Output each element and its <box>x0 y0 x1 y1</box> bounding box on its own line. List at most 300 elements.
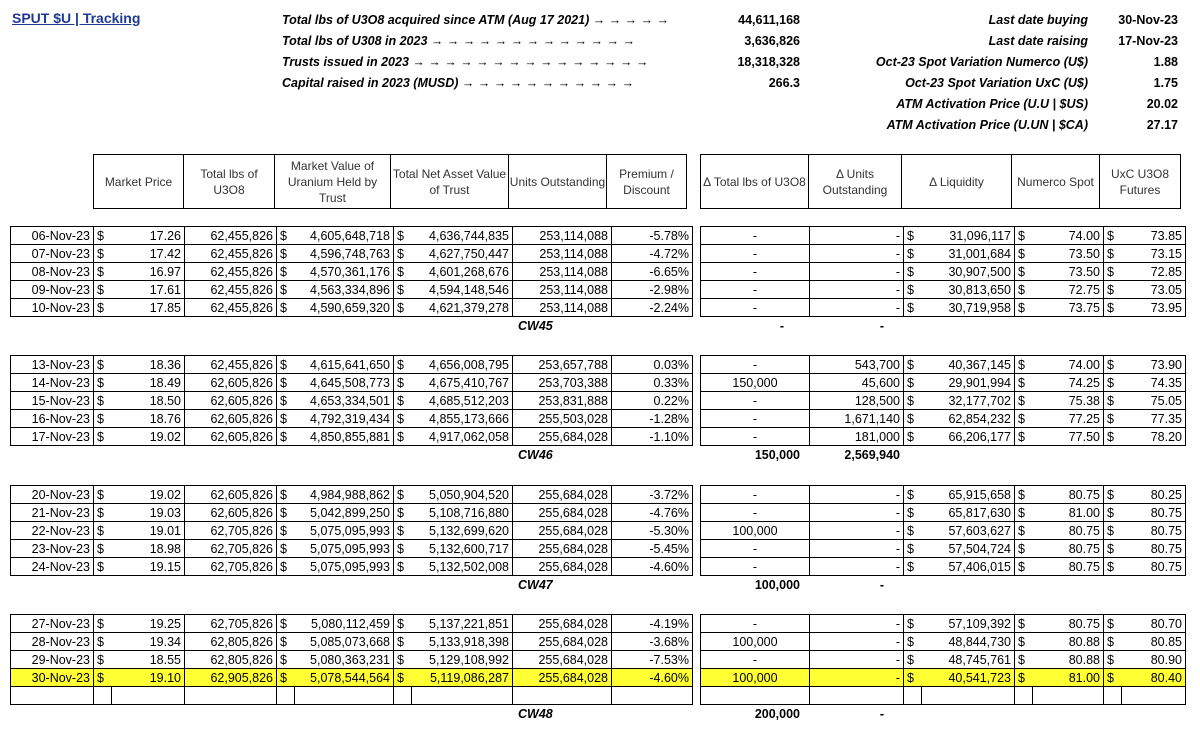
delta-lbs-cell[interactable]: 100,000 <box>701 522 810 540</box>
table-row[interactable] <box>11 227 693 245</box>
market-price-cell[interactable]: 18.36 <box>112 356 185 374</box>
delta-lbs-cell[interactable]: - <box>701 428 810 446</box>
delta-liquidity-cell[interactable]: 32,177,702 <box>922 392 1015 410</box>
uxc-cell[interactable]: 80.85 <box>1122 633 1186 651</box>
empty-cell[interactable] <box>1033 687 1104 705</box>
table-row[interactable] <box>701 504 1186 522</box>
table-row[interactable] <box>11 374 693 392</box>
market-value-cell[interactable]: 4,653,334,501 <box>295 392 394 410</box>
delta-liquidity-cell[interactable]: 66,206,177 <box>922 428 1015 446</box>
delta-units-cell[interactable]: - <box>810 669 904 687</box>
nav-cell[interactable]: 5,137,221,851 <box>412 615 513 633</box>
units-cell[interactable]: 255,503,028 <box>513 410 612 428</box>
table-row[interactable] <box>11 245 693 263</box>
uxc-cell[interactable]: 80.90 <box>1122 651 1186 669</box>
table-row[interactable] <box>701 428 1186 446</box>
date-cell[interactable]: 17-Nov-23 <box>11 428 94 446</box>
total-lbs-cell[interactable]: 62,605,826 <box>185 428 277 446</box>
delta-liquidity-cell[interactable]: 29,901,994 <box>922 374 1015 392</box>
empty-cell[interactable] <box>612 687 693 705</box>
dollar-sign: $ <box>277 522 295 540</box>
units-cell[interactable]: 253,114,088 <box>513 281 612 299</box>
market-value-cell[interactable]: 5,080,112,459 <box>295 615 394 633</box>
table-row[interactable] <box>701 410 1186 428</box>
units-cell[interactable]: 253,114,088 <box>513 245 612 263</box>
market-price-cell[interactable]: 18.98 <box>112 540 185 558</box>
delta-lbs-cell[interactable]: - <box>701 615 810 633</box>
delta-liquidity-cell[interactable]: 30,719,958 <box>922 299 1015 317</box>
premium-cell[interactable]: -5.30% <box>612 522 693 540</box>
date-cell[interactable]: 30-Nov-23 <box>11 669 94 687</box>
delta-lbs-cell[interactable]: - <box>701 245 810 263</box>
total-lbs-cell[interactable]: 62,455,826 <box>185 299 277 317</box>
premium-cell[interactable]: -3.68% <box>612 633 693 651</box>
date-cell[interactable]: 09-Nov-23 <box>11 281 94 299</box>
delta-units-cell[interactable]: 543,700 <box>810 356 904 374</box>
uxc-cell[interactable]: 73.85 <box>1122 227 1186 245</box>
premium-cell[interactable]: -4.72% <box>612 245 693 263</box>
delta-units-cell[interactable]: - <box>810 615 904 633</box>
delta-liquidity-cell[interactable]: 65,817,630 <box>922 504 1015 522</box>
numerco-cell[interactable]: 80.75 <box>1033 522 1104 540</box>
delta-lbs-cell[interactable]: - <box>701 356 810 374</box>
market-value-cell[interactable]: 5,075,095,993 <box>295 558 394 576</box>
delta-lbs-cell[interactable]: - <box>701 227 810 245</box>
units-cell[interactable]: 255,684,028 <box>513 615 612 633</box>
delta-units-cell[interactable]: - <box>810 558 904 576</box>
market-price-cell[interactable]: 19.25 <box>112 615 185 633</box>
date-cell[interactable]: 14-Nov-23 <box>11 374 94 392</box>
empty-cell[interactable] <box>1122 687 1186 705</box>
market-price-cell[interactable]: 17.85 <box>112 299 185 317</box>
premium-cell[interactable]: -4.76% <box>612 504 693 522</box>
empty-cell[interactable] <box>11 687 94 705</box>
uxc-cell[interactable]: 77.35 <box>1122 410 1186 428</box>
market-price-cell[interactable]: 19.03 <box>112 504 185 522</box>
units-cell[interactable]: 255,684,028 <box>513 504 612 522</box>
table-row[interactable] <box>701 281 1186 299</box>
summary-value: 18,318,328 <box>737 55 800 69</box>
dollar-sign: $ <box>1104 615 1122 633</box>
delta-liquidity-cell[interactable]: 30,907,500 <box>922 263 1015 281</box>
delta-units-cell[interactable]: - <box>810 299 904 317</box>
empty-cell[interactable] <box>701 687 810 705</box>
premium-cell[interactable]: -3.72% <box>612 486 693 504</box>
premium-cell[interactable]: -2.98% <box>612 281 693 299</box>
market-value-cell[interactable]: 4,596,748,763 <box>295 245 394 263</box>
nav-cell[interactable]: 4,627,750,447 <box>412 245 513 263</box>
market-price-cell[interactable]: 17.26 <box>112 227 185 245</box>
premium-cell[interactable]: -1.10% <box>612 428 693 446</box>
nav-cell[interactable]: 4,601,268,676 <box>412 263 513 281</box>
table-row[interactable] <box>11 687 693 705</box>
units-cell[interactable]: 255,684,028 <box>513 633 612 651</box>
total-lbs-cell[interactable]: 62,605,826 <box>185 410 277 428</box>
delta-lbs-cell[interactable]: - <box>701 486 810 504</box>
delta-lbs-cell[interactable]: - <box>701 540 810 558</box>
delta-liquidity-cell[interactable]: 65,915,658 <box>922 486 1015 504</box>
table-row[interactable] <box>11 486 693 504</box>
delta-units-cell[interactable]: - <box>810 522 904 540</box>
empty-cell[interactable] <box>922 687 1015 705</box>
uxc-cell[interactable]: 80.75 <box>1122 558 1186 576</box>
dollar-sign: $ <box>277 392 295 410</box>
table-row[interactable] <box>11 392 693 410</box>
date-cell[interactable]: 21-Nov-23 <box>11 504 94 522</box>
delta-units-cell[interactable]: - <box>810 540 904 558</box>
date-cell[interactable]: 22-Nov-23 <box>11 522 94 540</box>
nav-cell[interactable]: 5,108,716,880 <box>412 504 513 522</box>
units-cell[interactable]: 255,684,028 <box>513 540 612 558</box>
dollar-sign: $ <box>94 558 112 576</box>
delta-liquidity-cell[interactable]: 48,745,761 <box>922 651 1015 669</box>
delta-lbs-cell[interactable]: - <box>701 558 810 576</box>
numerco-cell[interactable]: 73.50 <box>1033 245 1104 263</box>
market-value-cell[interactable]: 4,792,319,434 <box>295 410 394 428</box>
units-cell[interactable]: 255,684,028 <box>513 651 612 669</box>
delta-liquidity-cell[interactable]: 57,109,392 <box>922 615 1015 633</box>
uxc-cell[interactable]: 80.75 <box>1122 540 1186 558</box>
total-lbs-cell[interactable]: 62,455,826 <box>185 281 277 299</box>
table-row[interactable] <box>11 522 693 540</box>
table-row[interactable] <box>701 669 1186 687</box>
empty-cell[interactable] <box>277 687 295 705</box>
delta-units-cell[interactable]: - <box>810 486 904 504</box>
empty-cell[interactable] <box>412 687 513 705</box>
numerco-cell[interactable]: 80.88 <box>1033 633 1104 651</box>
delta-units-cell[interactable]: - <box>810 504 904 522</box>
delta-lbs-cell[interactable]: - <box>701 263 810 281</box>
empty-cell[interactable] <box>513 687 612 705</box>
market-price-cell[interactable]: 18.55 <box>112 651 185 669</box>
table-row[interactable] <box>701 558 1186 576</box>
total-lbs-cell[interactable]: 62,455,826 <box>185 263 277 281</box>
delta-units-cell[interactable]: 181,000 <box>810 428 904 446</box>
table-row[interactable] <box>11 428 693 446</box>
market-value-cell[interactable]: 4,563,334,896 <box>295 281 394 299</box>
delta-lbs-cell[interactable]: - <box>701 299 810 317</box>
uxc-cell[interactable]: 72.85 <box>1122 263 1186 281</box>
market-value-cell[interactable]: 5,075,095,993 <box>295 522 394 540</box>
units-cell[interactable]: 253,114,088 <box>513 227 612 245</box>
empty-cell[interactable] <box>94 687 112 705</box>
total-lbs-cell[interactable]: 62,805,826 <box>185 651 277 669</box>
market-price-cell[interactable]: 18.50 <box>112 392 185 410</box>
nav-cell[interactable]: 4,636,744,835 <box>412 227 513 245</box>
nav-cell[interactable]: 5,050,904,520 <box>412 486 513 504</box>
market-value-cell[interactable]: 4,590,659,320 <box>295 299 394 317</box>
delta-lbs-cell[interactable]: - <box>701 392 810 410</box>
table-row[interactable] <box>11 615 693 633</box>
delta-liquidity-cell[interactable]: 57,504,724 <box>922 540 1015 558</box>
delta-lbs-cell[interactable]: - <box>701 281 810 299</box>
delta-units-cell[interactable]: 128,500 <box>810 392 904 410</box>
premium-cell[interactable]: -4.19% <box>612 615 693 633</box>
delta-liquidity-cell[interactable]: 48,844,730 <box>922 633 1015 651</box>
premium-cell[interactable]: 0.33% <box>612 374 693 392</box>
premium-cell[interactable]: 0.03% <box>612 356 693 374</box>
units-cell[interactable]: 255,684,028 <box>513 428 612 446</box>
total-lbs-cell[interactable]: 62,605,826 <box>185 374 277 392</box>
delta-units-cell[interactable]: 1,671,140 <box>810 410 904 428</box>
market-price-cell[interactable]: 19.34 <box>112 633 185 651</box>
uxc-cell[interactable]: 75.05 <box>1122 392 1186 410</box>
market-value-cell[interactable]: 4,570,361,176 <box>295 263 394 281</box>
table-row[interactable] <box>11 651 693 669</box>
uxc-cell[interactable]: 78.20 <box>1122 428 1186 446</box>
delta-units-cell[interactable]: 45,600 <box>810 374 904 392</box>
total-lbs-cell[interactable]: 62,605,826 <box>185 486 277 504</box>
delta-lbs-cell[interactable]: - <box>701 651 810 669</box>
nav-cell[interactable]: 4,656,008,795 <box>412 356 513 374</box>
nav-cell[interactable]: 4,675,410,767 <box>412 374 513 392</box>
week-table-left <box>10 226 693 317</box>
units-cell[interactable]: 255,684,028 <box>513 486 612 504</box>
uxc-cell[interactable]: 73.90 <box>1122 356 1186 374</box>
delta-liquidity-cell[interactable]: 31,001,684 <box>922 245 1015 263</box>
premium-cell[interactable]: -6.65% <box>612 263 693 281</box>
numerco-cell[interactable]: 73.75 <box>1033 299 1104 317</box>
numerco-cell[interactable]: 80.75 <box>1033 615 1104 633</box>
numerco-cell[interactable]: 80.75 <box>1033 540 1104 558</box>
date-cell[interactable]: 28-Nov-23 <box>11 633 94 651</box>
date-cell[interactable]: 06-Nov-23 <box>11 227 94 245</box>
market-value-cell[interactable]: 4,615,641,650 <box>295 356 394 374</box>
premium-cell[interactable]: -5.78% <box>612 227 693 245</box>
table-row[interactable] <box>11 669 693 687</box>
total-lbs-cell[interactable]: 62,455,826 <box>185 227 277 245</box>
units-cell[interactable]: 253,114,088 <box>513 263 612 281</box>
date-cell[interactable]: 15-Nov-23 <box>11 392 94 410</box>
premium-cell[interactable]: -4.60% <box>612 558 693 576</box>
market-value-cell[interactable]: 5,078,544,564 <box>295 669 394 687</box>
premium-cell[interactable]: -2.24% <box>612 299 693 317</box>
delta-liquidity-cell[interactable]: 62,854,232 <box>922 410 1015 428</box>
premium-cell[interactable]: -7.53% <box>612 651 693 669</box>
table-row[interactable] <box>701 392 1186 410</box>
units-cell[interactable]: 255,684,028 <box>513 522 612 540</box>
market-price-cell[interactable]: 17.42 <box>112 245 185 263</box>
uxc-cell[interactable]: 80.75 <box>1122 504 1186 522</box>
market-price-cell[interactable]: 19.01 <box>112 522 185 540</box>
delta-liquidity-cell[interactable]: 57,406,015 <box>922 558 1015 576</box>
summary-label: Total lbs of U3O8 acquired since ATM (Aug 17 2021) → → → → → <box>282 13 670 27</box>
total-lbs-cell[interactable]: 62,705,826 <box>185 558 277 576</box>
market-value-cell[interactable]: 4,605,648,718 <box>295 227 394 245</box>
date-cell[interactable]: 08-Nov-23 <box>11 263 94 281</box>
nav-cell[interactable]: 5,132,699,620 <box>412 522 513 540</box>
nav-cell[interactable]: 5,133,918,398 <box>412 633 513 651</box>
table-row[interactable] <box>701 245 1186 263</box>
numerco-cell[interactable]: 73.50 <box>1033 263 1104 281</box>
market-value-cell[interactable]: 4,850,855,881 <box>295 428 394 446</box>
date-cell[interactable]: 07-Nov-23 <box>11 245 94 263</box>
right-summary-value: 27.17 <box>1146 118 1178 132</box>
numerco-cell[interactable]: 77.50 <box>1033 428 1104 446</box>
total-lbs-cell[interactable]: 62,905,826 <box>185 669 277 687</box>
delta-units-cell[interactable]: - <box>810 651 904 669</box>
nav-cell[interactable]: 4,685,512,203 <box>412 392 513 410</box>
table-row[interactable] <box>11 281 693 299</box>
market-value-cell[interactable]: 5,085,073,668 <box>295 633 394 651</box>
premium-cell[interactable]: 0.22% <box>612 392 693 410</box>
total-lbs-cell[interactable]: 62,605,826 <box>185 392 277 410</box>
numerco-cell[interactable]: 75.38 <box>1033 392 1104 410</box>
delta-liquidity-cell[interactable]: 30,813,650 <box>922 281 1015 299</box>
delta-lbs-cell[interactable]: 150,000 <box>701 374 810 392</box>
nav-cell[interactable]: 5,132,600,717 <box>412 540 513 558</box>
nav-cell[interactable]: 4,855,173,666 <box>412 410 513 428</box>
units-cell[interactable]: 255,684,028 <box>513 669 612 687</box>
market-price-cell[interactable]: 18.49 <box>112 374 185 392</box>
uxc-cell[interactable]: 73.05 <box>1122 281 1186 299</box>
delta-units-cell[interactable]: - <box>810 245 904 263</box>
date-cell[interactable]: 29-Nov-23 <box>11 651 94 669</box>
nav-cell[interactable]: 5,129,108,992 <box>412 651 513 669</box>
market-price-cell[interactable]: 19.02 <box>112 428 185 446</box>
table-row[interactable] <box>701 615 1186 633</box>
delta-units-cell[interactable]: - <box>810 227 904 245</box>
numerco-cell[interactable]: 80.88 <box>1033 651 1104 669</box>
units-cell[interactable]: 253,831,888 <box>513 392 612 410</box>
market-value-cell[interactable]: 5,042,899,250 <box>295 504 394 522</box>
table-row[interactable] <box>701 651 1186 669</box>
nav-cell[interactable]: 5,119,086,287 <box>412 669 513 687</box>
nav-cell[interactable]: 4,621,379,278 <box>412 299 513 317</box>
numerco-cell[interactable]: 80.75 <box>1033 558 1104 576</box>
delta-units-cell[interactable]: - <box>810 281 904 299</box>
total-lbs-cell[interactable]: 62,705,826 <box>185 615 277 633</box>
delta-lbs-cell[interactable]: - <box>701 504 810 522</box>
week-total-lbs: 200,000 <box>754 707 800 721</box>
numerco-cell[interactable]: 74.00 <box>1033 356 1104 374</box>
market-price-cell[interactable]: 19.15 <box>112 558 185 576</box>
table-row[interactable] <box>701 299 1186 317</box>
date-cell[interactable]: 10-Nov-23 <box>11 299 94 317</box>
date-cell[interactable]: 13-Nov-23 <box>11 356 94 374</box>
uxc-cell[interactable]: 80.75 <box>1122 522 1186 540</box>
nav-cell[interactable]: 5,132,502,008 <box>412 558 513 576</box>
table-row[interactable] <box>11 263 693 281</box>
numerco-cell[interactable]: 81.00 <box>1033 504 1104 522</box>
table-row[interactable] <box>11 356 693 374</box>
sheet-title[interactable]: SPUT $U | Tracking <box>12 10 141 26</box>
numerco-cell[interactable]: 77.25 <box>1033 410 1104 428</box>
delta-units-cell[interactable]: - <box>810 633 904 651</box>
market-price-cell[interactable]: 16.97 <box>112 263 185 281</box>
uxc-cell[interactable]: 73.15 <box>1122 245 1186 263</box>
table-row[interactable] <box>701 263 1186 281</box>
table-row[interactable] <box>701 687 1186 705</box>
units-cell[interactable]: 253,657,788 <box>513 356 612 374</box>
date-cell[interactable]: 27-Nov-23 <box>11 615 94 633</box>
delta-units-cell[interactable]: - <box>810 263 904 281</box>
table-row[interactable] <box>701 540 1186 558</box>
premium-cell[interactable]: -1.28% <box>612 410 693 428</box>
market-value-cell[interactable]: 4,984,988,862 <box>295 486 394 504</box>
premium-cell[interactable]: -4.60% <box>612 669 693 687</box>
table-row[interactable] <box>701 356 1186 374</box>
market-price-cell[interactable]: 19.02 <box>112 486 185 504</box>
date-cell[interactable]: 20-Nov-23 <box>11 486 94 504</box>
total-lbs-cell[interactable]: 62,605,826 <box>185 504 277 522</box>
delta-liquidity-cell[interactable]: 57,603,627 <box>922 522 1015 540</box>
delta-liquidity-cell[interactable]: 31,096,117 <box>922 227 1015 245</box>
delta-lbs-cell[interactable]: 100,000 <box>701 633 810 651</box>
delta-lbs-cell[interactable]: 100,000 <box>701 669 810 687</box>
market-price-cell[interactable]: 19.10 <box>112 669 185 687</box>
numerco-cell[interactable]: 74.25 <box>1033 374 1104 392</box>
table-row[interactable] <box>701 633 1186 651</box>
table-row[interactable] <box>11 504 693 522</box>
date-cell[interactable]: 24-Nov-23 <box>11 558 94 576</box>
premium-cell[interactable]: -5.45% <box>612 540 693 558</box>
date-cell[interactable]: 16-Nov-23 <box>11 410 94 428</box>
table-row[interactable] <box>701 227 1186 245</box>
uxc-cell[interactable]: 80.70 <box>1122 615 1186 633</box>
numerco-cell[interactable]: 72.75 <box>1033 281 1104 299</box>
empty-cell[interactable] <box>904 687 922 705</box>
empty-cell[interactable] <box>1104 687 1122 705</box>
delta-liquidity-cell[interactable]: 40,541,723 <box>922 669 1015 687</box>
table-row[interactable] <box>11 558 693 576</box>
empty-cell[interactable] <box>112 687 185 705</box>
market-price-cell[interactable]: 18.76 <box>112 410 185 428</box>
market-value-cell[interactable]: 4,645,508,773 <box>295 374 394 392</box>
market-value-cell[interactable]: 5,080,363,231 <box>295 651 394 669</box>
table-row[interactable] <box>701 486 1186 504</box>
total-lbs-cell[interactable]: 62,705,826 <box>185 540 277 558</box>
table-row[interactable] <box>701 522 1186 540</box>
empty-cell[interactable] <box>810 687 904 705</box>
uxc-cell[interactable]: 74.35 <box>1122 374 1186 392</box>
uxc-cell[interactable]: 80.40 <box>1122 669 1186 687</box>
units-cell[interactable]: 253,703,388 <box>513 374 612 392</box>
numerco-cell[interactable]: 74.00 <box>1033 227 1104 245</box>
table-row[interactable] <box>11 299 693 317</box>
summary-label: Trusts issued in 2023 → → → → → → → → → → → → → → → <box>282 55 649 69</box>
delta-lbs-cell[interactable]: - <box>701 410 810 428</box>
market-price-cell[interactable]: 17.61 <box>112 281 185 299</box>
total-lbs-cell[interactable]: 62,455,826 <box>185 245 277 263</box>
market-value-cell[interactable]: 5,075,095,993 <box>295 540 394 558</box>
dollar-sign: $ <box>904 633 922 651</box>
nav-cell[interactable]: 4,594,148,546 <box>412 281 513 299</box>
units-cell[interactable]: 253,114,088 <box>513 299 612 317</box>
numerco-cell[interactable]: 80.75 <box>1033 486 1104 504</box>
numerco-cell[interactable]: 81.00 <box>1033 669 1104 687</box>
table-row[interactable] <box>11 540 693 558</box>
total-lbs-cell[interactable]: 62,805,826 <box>185 633 277 651</box>
total-lbs-cell[interactable]: 62,455,826 <box>185 356 277 374</box>
summary-label: Total lbs of U308 in 2023 → → → → → → → → → → → → → <box>282 34 636 48</box>
delta-liquidity-cell[interactable]: 40,367,145 <box>922 356 1015 374</box>
nav-cell[interactable]: 4,917,062,058 <box>412 428 513 446</box>
table-row[interactable] <box>11 410 693 428</box>
table-row[interactable] <box>701 374 1186 392</box>
empty-cell[interactable] <box>394 687 412 705</box>
uxc-cell[interactable]: 80.25 <box>1122 486 1186 504</box>
total-lbs-cell[interactable]: 62,705,826 <box>185 522 277 540</box>
table-row[interactable] <box>11 633 693 651</box>
uxc-cell[interactable]: 73.95 <box>1122 299 1186 317</box>
units-cell[interactable]: 255,684,028 <box>513 558 612 576</box>
dollar-sign: $ <box>1104 299 1122 317</box>
empty-cell[interactable] <box>295 687 394 705</box>
date-cell[interactable]: 23-Nov-23 <box>11 540 94 558</box>
empty-cell[interactable] <box>185 687 277 705</box>
empty-cell[interactable] <box>1015 687 1033 705</box>
